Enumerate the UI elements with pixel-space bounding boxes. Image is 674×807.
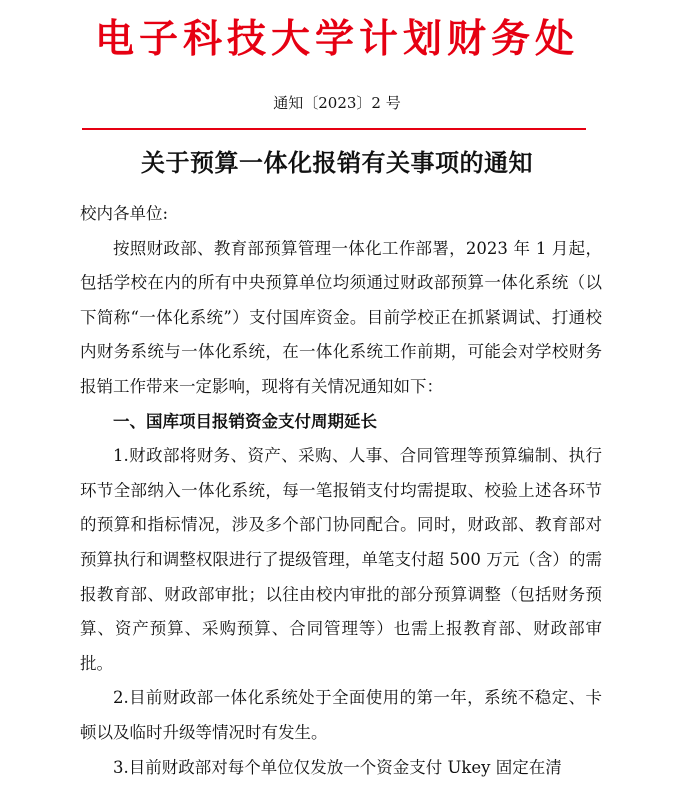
- masthead-title: 电子科技大学计划财务处: [94, 17, 579, 62]
- item-3-paragraph: 3.目前财政部对每个单位仅发放一个资金支付 Ukey 固定在清: [113, 757, 562, 777]
- red-divider-line: [82, 128, 586, 130]
- notice-title: 关于预算一体化报销有关事项的通知: [141, 148, 533, 177]
- section-heading-1: 一、国库项目报销资金支付周期延长: [113, 411, 377, 431]
- document-number: 通知〔2023〕2 号: [273, 94, 401, 112]
- item-1-paragraph: 1.财政部将财务、资产、采购、人事、合同管理等预算编制、执行环节全部纳入一体化系统，每一笔报销支付均需提取、校验上述各环节的预算和指标情况，涉及多个部门协同配合。同时，财政部、教育部对预算执行和调整权限进行了提级管理，单笔支付超 500 万元（含）的需报教育部、财政部审批；以往由校内审批的部分预算调整（包括财务预算、资产预算、采购预算、合同管理等）也需上报教育部、财政部审批。: [80, 446, 602, 673]
- intro-paragraph: 按照财政部、教育部预算管理一体化工作部署，2023 年 1 月起，包括学校在内的所有中央预算单位均须通过财政部预算一体化系统（以下简称“一体化系统”）支付国库资金。目前学校正在抓紧调试、打通校内财务系统与一体化系统，在一体化系统工作前期，可能会对学校财务报销工作带来一定影响，现将有关情况通知如下：: [80, 238, 602, 396]
- item-2-paragraph: 2.目前财政部一体化系统处于全面使用的第一年，系统不稳定、卡顿以及临时升级等情况时有发生。: [80, 688, 602, 742]
- salutation: 校内各单位:: [80, 204, 169, 223]
- notice-body: [80, 197, 602, 785]
